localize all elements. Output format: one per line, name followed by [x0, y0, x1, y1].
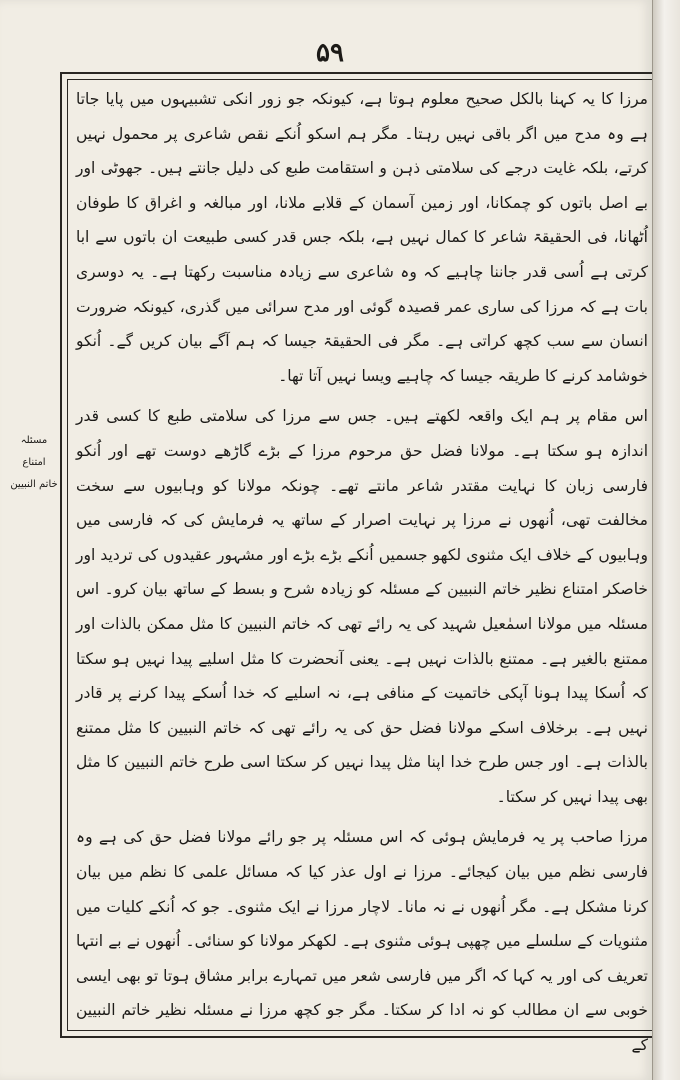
adjacent-page-edge [652, 0, 680, 1080]
paragraph-3: مرزا صاحب پر یہ فرمایش ہوئی کہ اس مسئلہ پر جو رائے مولانا فضل حق کی ہے وہ فارسی نظم میں بیان کیجائے۔ مرزا نے اول عذر کیا کہ مسائل علمی کا نظم میں بیان کرنا مشکل ہے۔ مگر اُنھوں نے نہ مانا۔ لاچار مرزا نے ایک مثنوی۔ جو کہ اُنکے کلیات میں مثنویات کے سلسلے میں چھپی ہوئی مثنوی ہے۔ لکھکر مولانا کو سنائی۔ اُنھوں نے بے انتہا تعریف کی اور یہ کہا کہ اگر میں فارسی شعر میں تمہارے برابر مشاق ہوتا تو بھی ایسی خوبی سے ان مطالب کو نہ ادا کر سکتا۔ مگر جو کچھ مرزا نے مسئلہ نظیر خاتم النبیین کے [76, 828, 648, 1055]
paragraph-2: اس مقام پر ہم ایک واقعہ لکھتے ہیں۔ جس سے مرزا کی سلامتی طبع کا کسی قدر اندازہ ہو سکتا ہے۔ مولانا فضل حق مرحوم مرزا کے بڑے گاڑھے دوست تھے اور اُنکو فارسی زبان کا نہایت مقتدر شاعر مانتے تھے۔ چونکہ مولانا کو وہابیوں سے سخت مخالفت تھی، اُنھوں نے مرزا پر نہایت اصرار کے ساتھ یہ فرمایش کی کہ فارسی میں وہابیوں کے خلاف ایک مثنوی لکھو جسمیں اُنکے بڑے بڑے اور مشہور عقیدوں کی تردید اور خاصکر امتناع نظیر خاتم النبیین کے مسئلہ کو زیادہ شرح و بسط کے ساتھ بیان کرو۔ اس مسئلہ میں مولانا اسمٰعیل شہید کی یہ رائے تھی کہ خاتم النبیین کا مثل ممکن بالذات اور ممتنع بالغیر ہے۔ ممتنع بالذات نہیں ہے۔ یعنی آنحضرت کا مثل اسلیے پیدا نہیں ہو سکتا کہ اُسکا پیدا ہونا آپکی خاتمیت کے منافی ہے، نہ اسلیے کہ خدا اُسکے پیدا کرنے پر قادر نہیں ہے۔ برخلاف اسکے مولانا فضل حق کی یہ رائے تھی کہ خاتم النبیین کا مثل ممتنع بالذات ہے۔ اور جس طرح خدا اپنا مثل پیدا نہیں کر سکتا اسی طرح خاتم النبیین کا مثل بھی پیدا نہیں کر سکتا۔ [76, 407, 648, 806]
margin-note-line: خاتم النبیین [10, 479, 58, 490]
paragraph-1: مرزا کا یہ کہنا بالکل صحیح معلوم ہوتا ہے، کیونکہ جو زور انکی تشبیہوں میں پایا جاتا ہے وہ مدح میں اگر باقی نہیں رہتا۔ مگر ہم اسکو اُنکے نقص شاعری پر محمول نہیں کرتے، بلکہ غایت درجے کی سلامتی ذہن و استقامت طبع کی دلیل جانتے ہیں۔ جھوٹی اور بے اصل باتوں کو چمکانا، اور زمین آسمان کے قلابے ملانا، اور مبالغہ و اغراق کا طوفان اُٹھانا، فی الحقیقۃ شاعر کا کمال نہیں ہے، بلکہ جس قدر کسی طبیعت ان باتوں سے ابا کرتی ہے اُسی قدر جاننا چاہیے کہ وہ شاعری سے زیادہ مناسبت رکھتا ہے۔ یہ دوسری بات ہے کہ مرزا کی ساری عمر قصیدہ گوئی اور مدح سرائی میں گذری، کیونکہ ضرورت انسان سے سب کچھ کراتی ہے۔ مگر فی الحقیقۃ جیسا کہ ہم آگے بیان کریں گے۔ اُنکو خوشامد کرنے کا طریقہ جیسا کہ چاہیے ویسا نہیں آتا تھا۔ [76, 90, 648, 385]
body-text [76, 82, 648, 1063]
margin-note [8, 430, 60, 496]
page-number: ۵۹ [316, 38, 344, 68]
margin-note-line: مسئلہ [20, 435, 48, 446]
margin-note-line: امتناع [22, 457, 46, 468]
